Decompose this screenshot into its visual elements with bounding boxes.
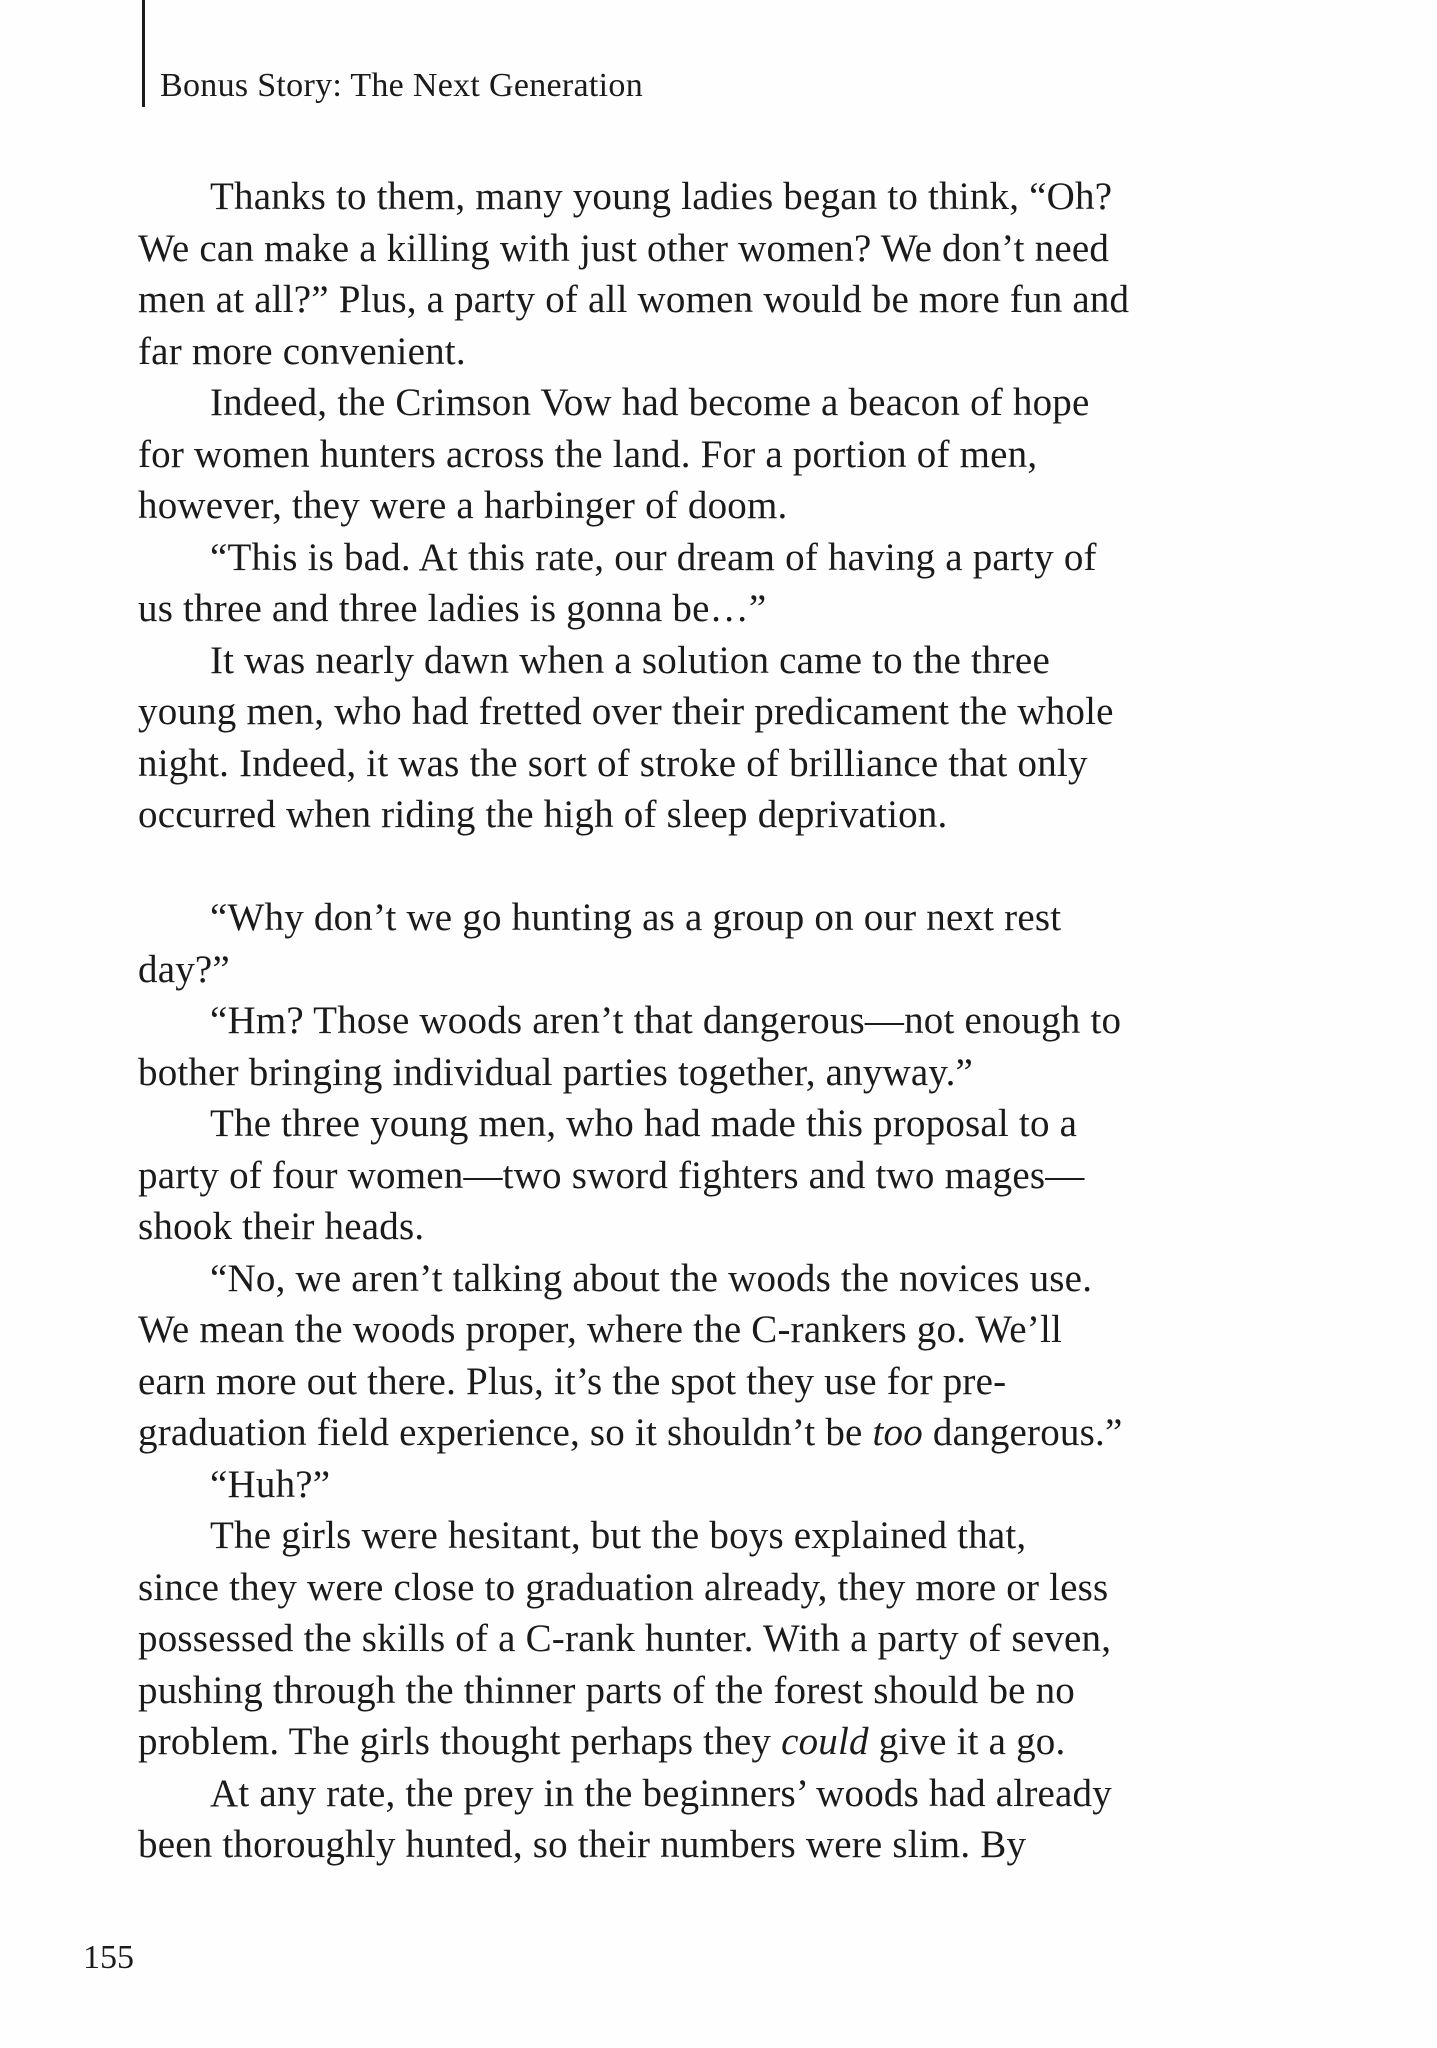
text-line xyxy=(138,1150,1303,1202)
text-line xyxy=(138,1819,1303,1871)
text-segment: night. Indeed, it was the sort of stroke of brilliance that only xyxy=(138,741,1088,785)
text-segment: We mean the woods proper, where the C-rankers go. We’ll xyxy=(138,1308,1063,1351)
text-line xyxy=(138,480,1303,532)
text-segment: “This is bad. At this rate, our dream of having a party of xyxy=(210,535,1097,579)
text-line xyxy=(138,1253,1303,1305)
text-segment: been thoroughly hunted, so their numbers were slim. By xyxy=(138,1823,1027,1866)
text-segment: since they were close to graduation already, they more or less xyxy=(138,1565,1109,1609)
text-line xyxy=(138,635,1303,687)
body-text xyxy=(138,171,1303,1871)
page-number: 155 xyxy=(83,1939,134,1976)
text-line xyxy=(138,274,1303,326)
text-segment: pushing through the thinner parts of the forest should be no xyxy=(138,1668,1076,1712)
text-line xyxy=(138,1510,1303,1562)
text-line xyxy=(138,1665,1303,1717)
text-line xyxy=(138,1562,1303,1614)
text-segment: day?” xyxy=(138,947,230,991)
text-segment: Thanks to them, many young ladies began to think, “Oh? xyxy=(210,175,1113,218)
text-line xyxy=(138,1201,1303,1253)
blank-line xyxy=(138,841,1303,893)
italic-text-segment: could xyxy=(781,1720,869,1763)
text-segment: however, they were a harbinger of doom. xyxy=(138,484,788,527)
chapter-title: Bonus Story: The Next Generation xyxy=(160,67,644,104)
text-segment: At any rate, the prey in the beginners’ woods had already xyxy=(210,1771,1112,1815)
text-line xyxy=(138,738,1303,790)
text-segment: us three and three ladies is gonna be…” xyxy=(138,587,767,630)
text-line xyxy=(138,1098,1303,1150)
text-line xyxy=(138,944,1303,996)
text-line xyxy=(138,1768,1303,1820)
italic-text-segment: too xyxy=(872,1411,923,1454)
text-line xyxy=(138,1304,1303,1356)
text-line xyxy=(138,1047,1303,1099)
text-line xyxy=(138,1716,1303,1768)
text-segment: possessed the skills of a C-rank hunter. With a party of seven, xyxy=(138,1617,1112,1660)
text-segment: party of four women—two sword fighters and two mages— xyxy=(138,1153,1085,1197)
text-line xyxy=(138,1356,1303,1408)
text-segment: occurred when riding the high of sleep deprivation. xyxy=(138,793,948,836)
text-line xyxy=(138,789,1303,841)
text-line xyxy=(138,1407,1303,1459)
text-segment: earn more out there. Plus, it’s the spot they use for pre- xyxy=(138,1359,1007,1403)
text-segment: bother bringing individual parties together, anyway.” xyxy=(138,1050,974,1094)
running-header xyxy=(142,0,643,107)
text-segment: Indeed, the Crimson Vow had become a beacon of hope xyxy=(210,381,1090,424)
text-line xyxy=(138,532,1303,584)
text-line xyxy=(138,892,1303,944)
text-segment: for women hunters across the land. For a portion of men, xyxy=(138,432,1038,476)
text-line xyxy=(138,686,1303,738)
text-segment: shook their heads. xyxy=(138,1205,425,1248)
text-line xyxy=(138,326,1303,378)
text-line xyxy=(138,429,1303,481)
text-segment: young men, who had fretted over their predicament the whole xyxy=(138,690,1114,733)
text-segment: men at all?” Plus, a party of all women would be more fun and xyxy=(138,278,1130,321)
text-segment: graduation field experience, so it shouldn’t be xyxy=(138,1411,873,1454)
text-segment: We can make a killing with just other women? We don’t need xyxy=(138,226,1110,270)
text-segment: dangerous.” xyxy=(922,1411,1123,1454)
text-line xyxy=(138,995,1303,1047)
text-segment: far more convenient. xyxy=(138,329,466,373)
text-segment: “Hm? Those woods aren’t that dangerous—not enough to xyxy=(210,999,1122,1042)
text-segment: The girls were hesitant, but the boys explained that, xyxy=(210,1514,1027,1557)
text-line xyxy=(138,1613,1303,1665)
text-line xyxy=(138,171,1303,223)
text-segment: “Why don’t we go hunting as a group on our next rest xyxy=(210,896,1062,939)
text-segment: give it a go. xyxy=(868,1720,1066,1763)
text-segment: It was nearly dawn when a solution came to the three xyxy=(210,638,1050,682)
text-segment: “No, we aren’t talking about the woods the novices use. xyxy=(210,1256,1093,1300)
text-line xyxy=(138,377,1303,429)
text-line xyxy=(138,1459,1303,1511)
text-line xyxy=(138,223,1303,275)
text-segment: The three young men, who had made this proposal to a xyxy=(210,1102,1078,1145)
text-segment: “Huh?” xyxy=(210,1462,331,1506)
text-line xyxy=(138,583,1303,635)
text-segment: problem. The girls thought perhaps they xyxy=(138,1720,782,1763)
